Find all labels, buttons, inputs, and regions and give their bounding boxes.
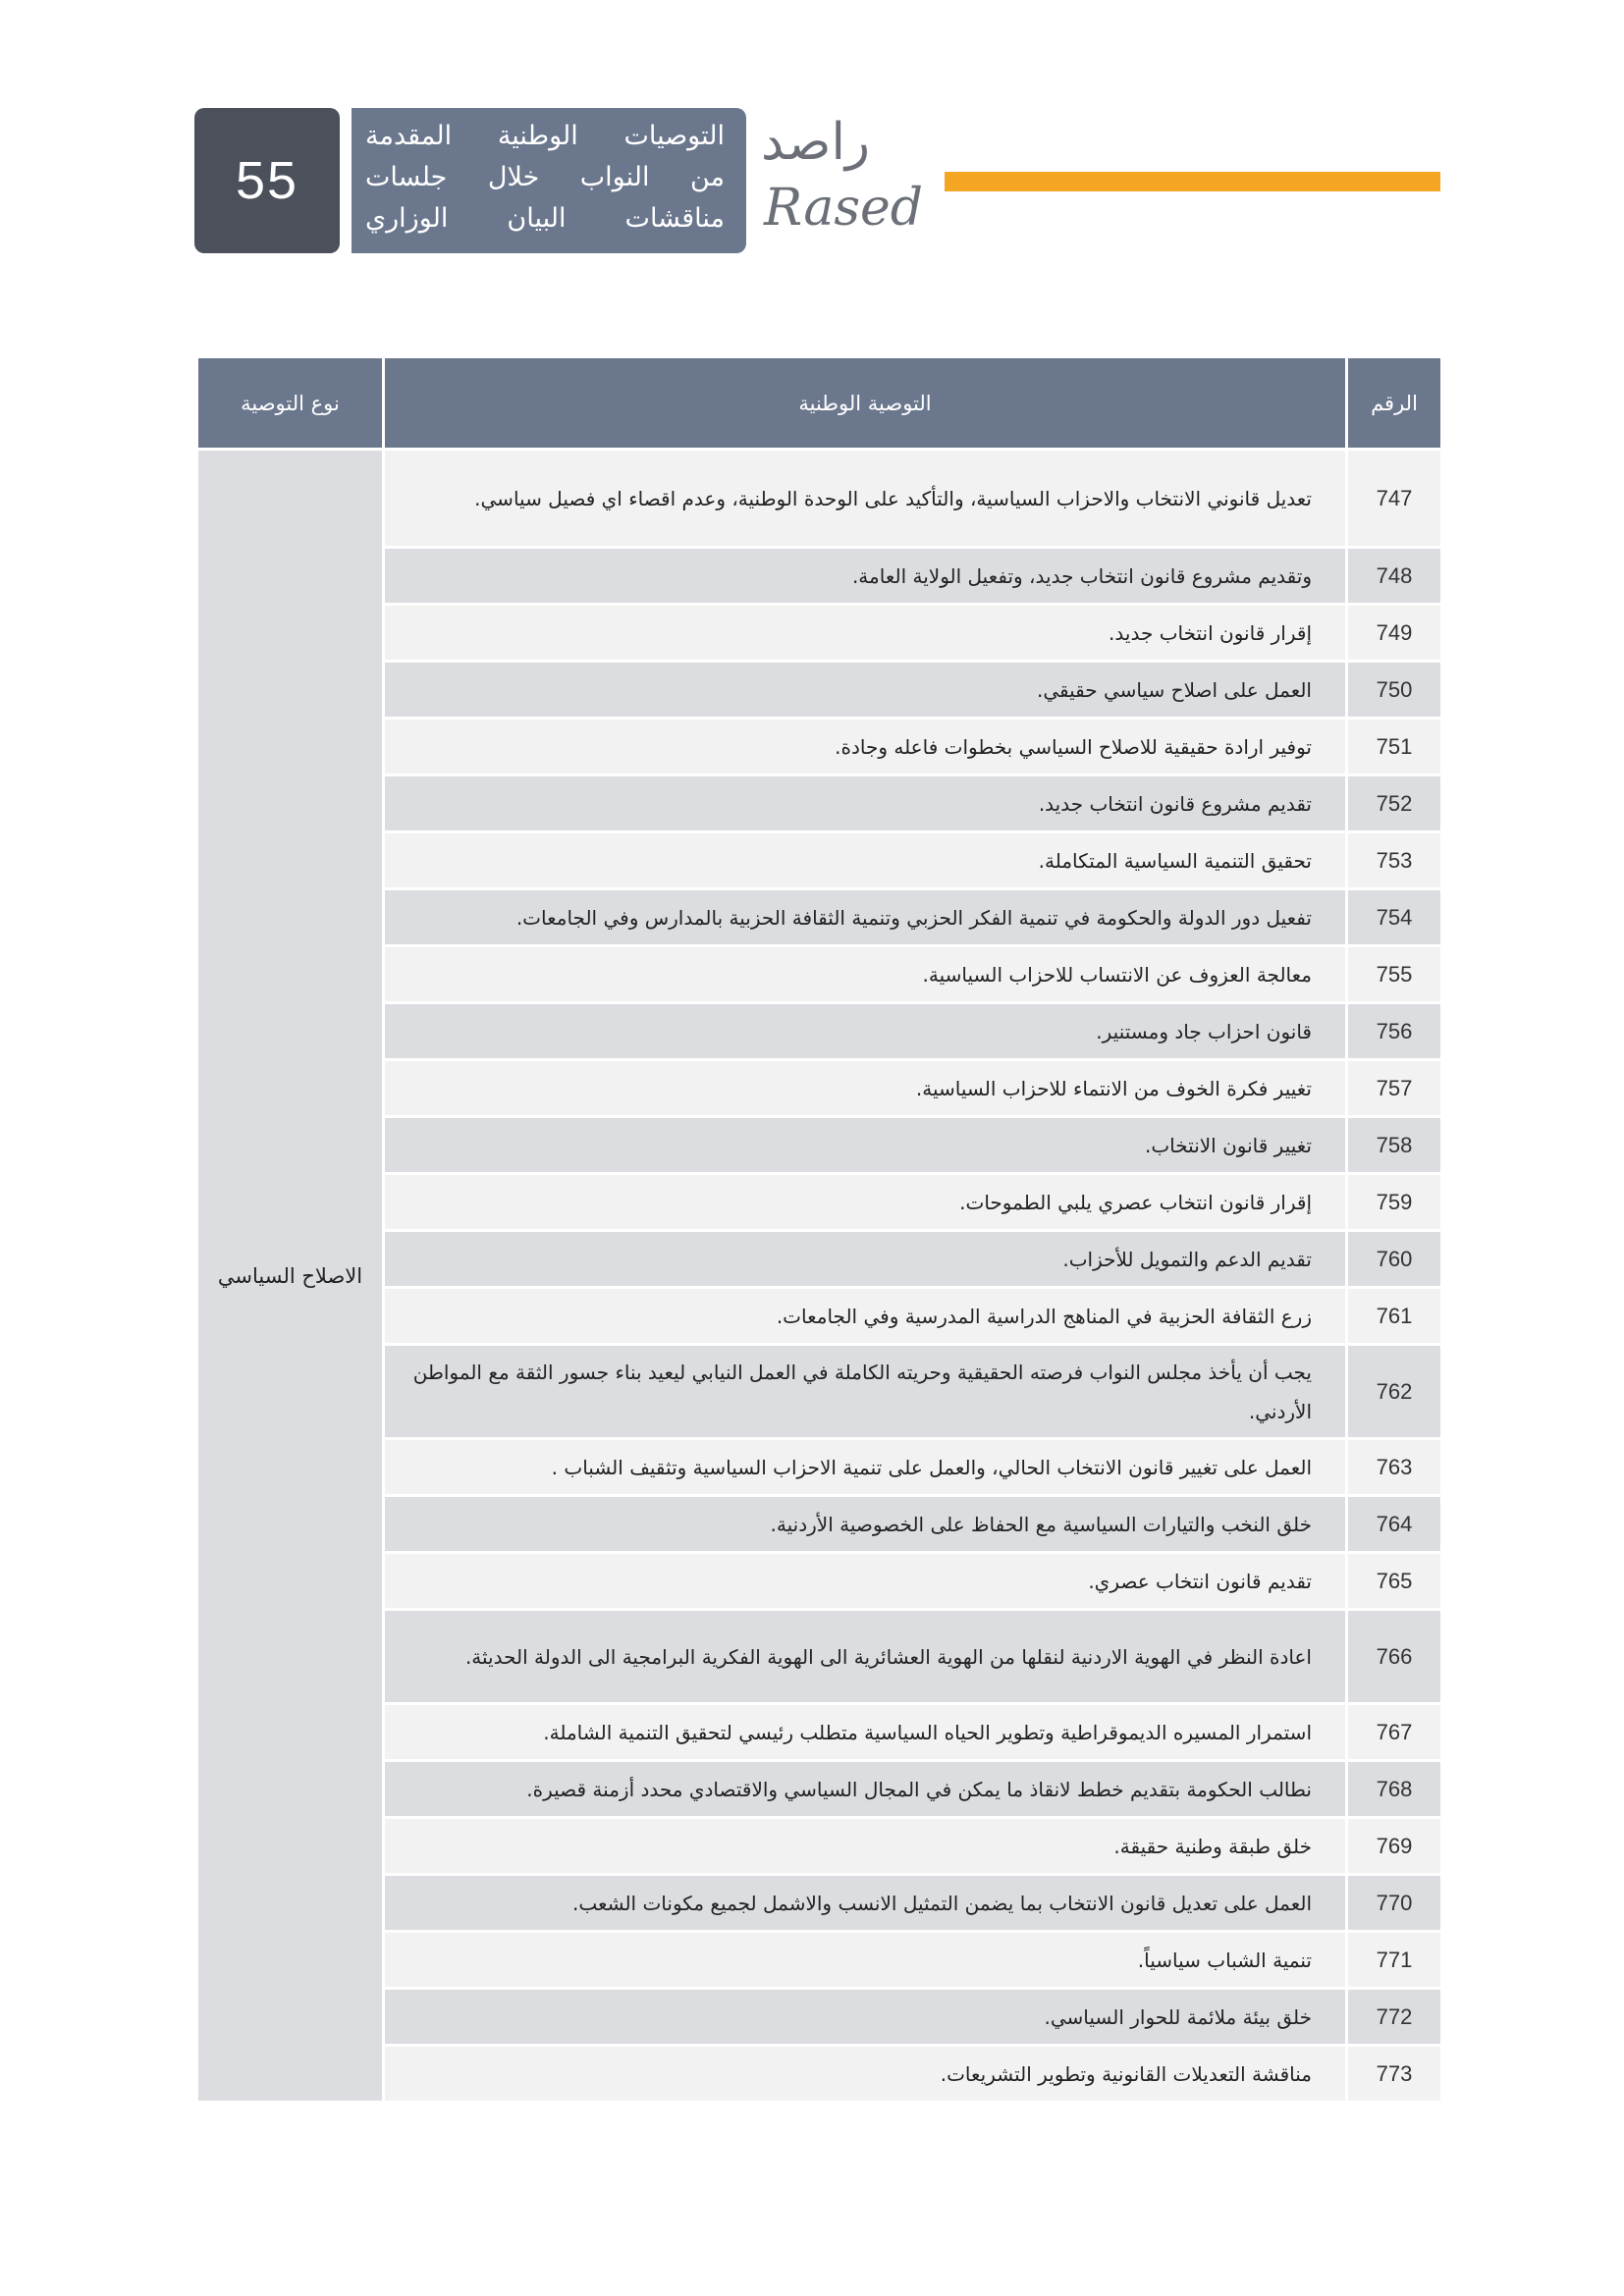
row-recommendation: خلق النخب والتيارات السياسية مع الحفاظ على الخصوصية الأردنية. (384, 1496, 1347, 1553)
table-row (197, 1932, 1442, 1989)
row-number: 750 (1347, 662, 1442, 719)
table-row (197, 1439, 1442, 1496)
row-recommendation: معالجة العزوف عن الانتساب للاحزاب السياسية. (384, 946, 1347, 1003)
table-row (197, 1003, 1442, 1060)
logo-latin: Rased (764, 179, 924, 238)
report-title-box (352, 108, 746, 253)
logo-arabic: راصد (761, 113, 871, 172)
table-row (197, 1288, 1442, 1345)
table-row (197, 450, 1442, 548)
row-recommendation: تغيير فكرة الخوف من الانتماء للاحزاب السياسية. (384, 1060, 1347, 1117)
row-number: 766 (1347, 1610, 1442, 1704)
header-type: نوع التوصية (197, 357, 384, 450)
row-recommendation: زرع الثقافة الحزبية في المناهج الدراسية المدرسية وفي الجامعات. (384, 1288, 1347, 1345)
row-recommendation: يجب أن يأخذ مجلس النواب فرصته الحقيقية وحريته الكاملة في العمل النيابي ليعيد بناء جسور الثقة مع المواطن الأردني. (384, 1345, 1347, 1439)
title-line-1: التوصيات الوطنية المقدمة (365, 121, 725, 151)
table-row (197, 2046, 1442, 2103)
table-row (197, 1231, 1442, 1288)
table-row (197, 832, 1442, 889)
table-row (197, 889, 1442, 946)
row-number: 754 (1347, 889, 1442, 946)
row-recommendation: وتقديم مشروع قانون انتخاب جديد، وتفعيل الولاية العامة. (384, 548, 1347, 605)
row-number: 759 (1347, 1174, 1442, 1231)
table-header-row (197, 357, 1442, 450)
accent-bar (945, 172, 1440, 191)
table-row (197, 605, 1442, 662)
row-recommendation: العمل على اصلاح سياسي حقيقي. (384, 662, 1347, 719)
table-row (197, 1989, 1442, 2046)
row-recommendation: تعديل قانوني الانتخاب والاحزاب السياسية، والتأكيد على الوحدة الوطنية، وعدم اقصاء اي فصيل سياسي. (384, 450, 1347, 548)
recommendation-type-cell: الاصلاح السياسي (197, 450, 384, 2103)
row-number: 762 (1347, 1345, 1442, 1439)
recommendations-table (195, 355, 1443, 2104)
table-row (197, 946, 1442, 1003)
recommendations-table-wrapper (195, 355, 1440, 2104)
row-recommendation: اعادة النظر في الهوية الاردنية لنقلها من الهوية العشائرية الى الهوية الفكرية البرامجية الى الدولة الحديثة. (384, 1610, 1347, 1704)
row-recommendation: إقرار قانون انتخاب عصري يلبي الطموحات. (384, 1174, 1347, 1231)
row-number: 769 (1347, 1818, 1442, 1875)
row-recommendation: تقديم الدعم والتمويل للأحزاب. (384, 1231, 1347, 1288)
row-recommendation: إقرار قانون انتخاب جديد. (384, 605, 1347, 662)
table-row (197, 1610, 1442, 1704)
row-number: 770 (1347, 1875, 1442, 1932)
table-row (197, 1174, 1442, 1231)
row-recommendation: استمرار المسيره الديموقراطية وتطوير الحياه السياسية متطلب رئيسي لتحقيق التنمية الشاملة. (384, 1704, 1347, 1761)
row-number: 758 (1347, 1117, 1442, 1174)
row-recommendation: العمل على تغيير قانون الانتخاب الحالي، والعمل على تنمية الاحزاب السياسية وتثقيف الشباب . (384, 1439, 1347, 1496)
row-number: 751 (1347, 719, 1442, 775)
row-number: 767 (1347, 1704, 1442, 1761)
title-line-3: مناقشات البيان الوزاري (365, 203, 725, 234)
row-recommendation: تنمية الشباب سياسياً. (384, 1932, 1347, 1989)
row-number: 757 (1347, 1060, 1442, 1117)
row-recommendation: تحقيق التنمية السياسية المتكاملة. (384, 832, 1347, 889)
table-row (197, 548, 1442, 605)
row-number: 755 (1347, 946, 1442, 1003)
table-row (197, 1875, 1442, 1932)
row-number: 768 (1347, 1761, 1442, 1818)
table-row (197, 1345, 1442, 1439)
row-number: 753 (1347, 832, 1442, 889)
row-number: 772 (1347, 1989, 1442, 2046)
page-number-box (194, 108, 340, 253)
row-number: 764 (1347, 1496, 1442, 1553)
title-line-2: من النواب خلال جلسات (365, 162, 725, 192)
header-recommendation: التوصية الوطنية (384, 357, 1347, 450)
table-row (197, 719, 1442, 775)
row-recommendation: مناقشة التعديلات القانونية وتطوير التشريعات. (384, 2046, 1347, 2103)
row-recommendation: خلق طبقة وطنية حقيقة. (384, 1818, 1347, 1875)
row-number: 763 (1347, 1439, 1442, 1496)
table-row (197, 775, 1442, 832)
page-number: 55 (235, 151, 299, 210)
table-row (197, 1553, 1442, 1610)
table-body (197, 450, 1442, 2103)
row-recommendation: نطالب الحكومة بتقديم خطط لانقاذ ما يمكن في المجال السياسي والاقتصادي محدد أزمنة قصيرة. (384, 1761, 1347, 1818)
header-number: الرقم (1347, 357, 1442, 450)
row-recommendation: قانون احزاب جاد ومستنير. (384, 1003, 1347, 1060)
row-number: 747 (1347, 450, 1442, 548)
table-row (197, 1818, 1442, 1875)
row-recommendation: تقديم قانون انتخاب عصري. (384, 1553, 1347, 1610)
row-recommendation: توفير ارادة حقيقية للاصلاح السياسي بخطوات فاعله وجادة. (384, 719, 1347, 775)
table-row (197, 1496, 1442, 1553)
row-recommendation: تفعيل دور الدولة والحكومة في تنمية الفكر الحزبي وتنمية الثقافة الحزبية بالمدارس وفي الجامعات. (384, 889, 1347, 946)
row-number: 748 (1347, 548, 1442, 605)
row-number: 749 (1347, 605, 1442, 662)
row-recommendation: العمل على تعديل قانون الانتخاب بما يضمن التمثيل الانسب والاشمل لجميع مكونات الشعب. (384, 1875, 1347, 1932)
row-recommendation: تغيير قانون الانتخاب. (384, 1117, 1347, 1174)
row-number: 752 (1347, 775, 1442, 832)
table-row (197, 662, 1442, 719)
row-number: 760 (1347, 1231, 1442, 1288)
table-row (197, 1704, 1442, 1761)
row-recommendation: تقديم مشروع قانون انتخاب جديد. (384, 775, 1347, 832)
table-row (197, 1117, 1442, 1174)
row-number: 765 (1347, 1553, 1442, 1610)
row-number: 761 (1347, 1288, 1442, 1345)
row-number: 756 (1347, 1003, 1442, 1060)
table-row (197, 1060, 1442, 1117)
row-number: 773 (1347, 2046, 1442, 2103)
row-recommendation: خلق بيئة ملائمة للحوار السياسي. (384, 1989, 1347, 2046)
row-number: 771 (1347, 1932, 1442, 1989)
table-row (197, 1761, 1442, 1818)
